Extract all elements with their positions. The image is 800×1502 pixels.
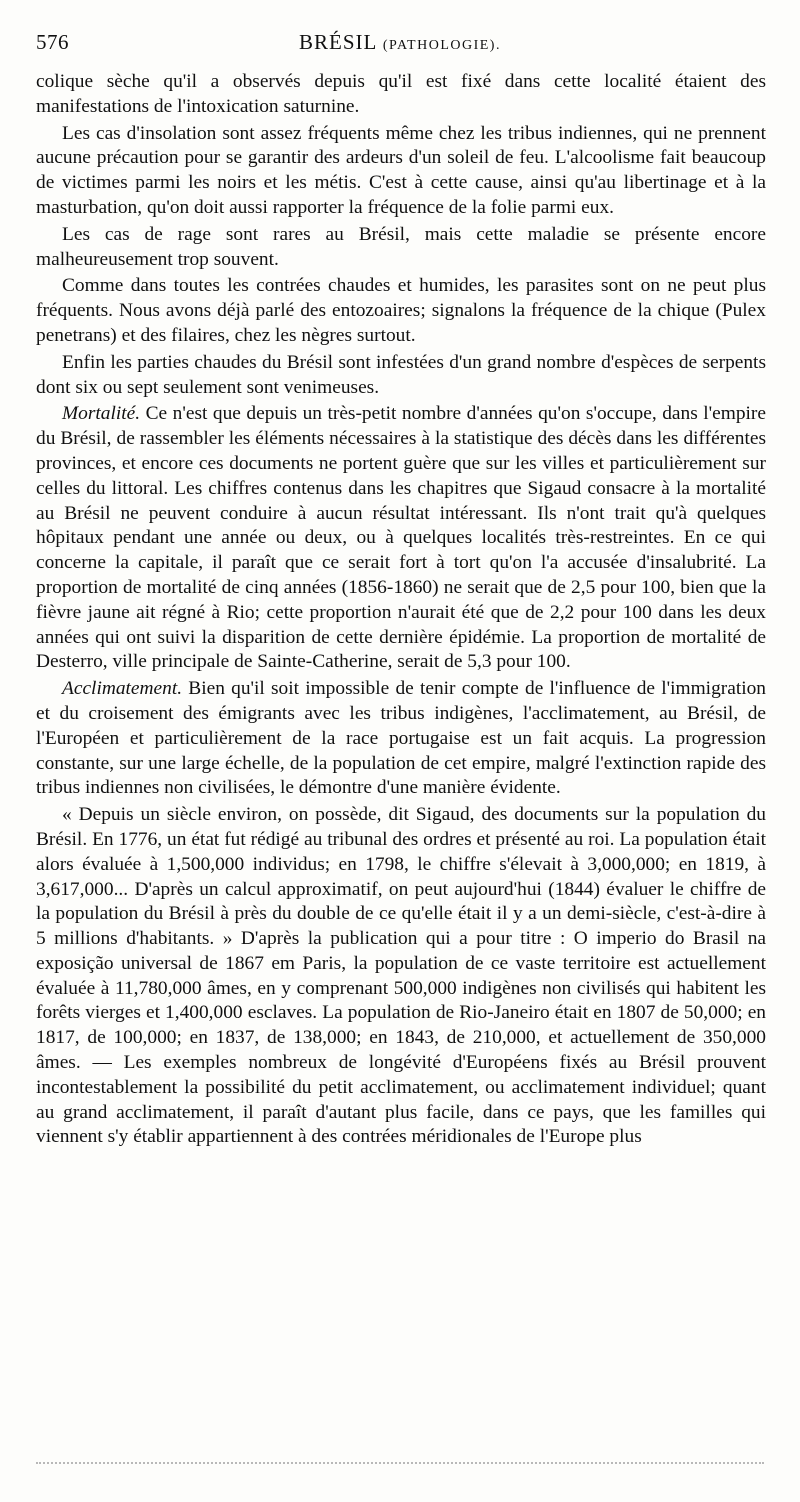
paragraph — [36, 351, 766, 401]
paragraph — [36, 122, 766, 221]
paragraph — [36, 274, 766, 348]
paragraph — [36, 402, 766, 675]
paragraph — [36, 70, 766, 120]
page-number: 576 — [36, 30, 69, 54]
paragraph — [36, 677, 766, 801]
paragraph — [36, 803, 766, 1150]
paragraph-text: « Depuis un siècle environ, on possède, dit Sigaud, des documents sur la population du Brésil. En 1776, un état fut rédigé au tribunal des ordres et présenté au roi. La population était alors évaluée à 1,500,000 individus; en 1798, le chiffre s'élevait à 3,000,000; en 1819, à 3,617,000... D'après un calcul approximatif, on peut aujourd'hui (1844) évaluer le chiffre de la population du Brésil à près du double de ce qu'elle était il y a un demi-siècle, c'est-à-dire à 5 millions d'habitants. » D'après la publication qui a pour titre : O imperio do Brasil na exposição universal de 1867 em Paris, la population de ce vaste territoire est actuellement évaluée à 11,780,000 âmes, en y comprenant 500,000 indigènes non civilisés qui habitent les forêts vierges et 1,400,000 esclaves. La population de Rio-Janeiro était en 1807 de 50,000; en 1817, de 100,000; en 1837, de 138,000; en 1843, de 210,000, et actuellement de 350,000 âmes. — Les exemples nombreux de longévité d'Européens fixés au Brésil prouvent incontestablement la possibilité du petit acclimatement, ou acclimatement individuel; quant au grand acclimatement, il paraît d'autant plus facile, dans ce pays, que les familles qui viennent s'y établir appartiennent à des contrées méridionales de l'Europe plus — [36, 804, 766, 1148]
paragraph-text: Comme dans toutes les contrées chaudes et humides, les parasites sont on ne peut plus fréquents. Nous avons déjà parlé des entozoaires; signalons la fréquence de la chique (Pulex penetrans) et des filaires, chez les nègres surtout. — [36, 275, 766, 346]
running-head-subtitle: (PATHOLOGIE). — [382, 38, 501, 53]
paragraph-text: Les cas d'insolation sont assez fréquents même chez les tribus indiennes, qui ne prennent aucune précaution pour se garantir des ardeurs d'un soleil de feu. L'alcoolisme fait beaucoup de victimes parmi les noirs et les métis. C'est à cette cause, ainsi qu'au libertinage et à la masturbation, qu'on doit aussi rapporter la fréquence de la folie parmi eux. — [36, 122, 766, 218]
page-header — [36, 30, 764, 60]
paragraph-text: Ce n'est que depuis un très-petit nombre d'années qu'on s'occupe, dans l'empire du Brésil, de rassembler les éléments nécessaires à la statistique des décès dans les différentes provinces, et encore ces documents ne portent guère que sur les villes et particulièrement sur celles du littoral. Les chiffres contenus dans les chapitres que Sigaud consacre à la mortalité au Brésil ne peuvent conduire à aucun résultat intéressant. Ils n'ont trait qu'à quelques hôpitaux pendant une année ou deux, ou à quelques localités très-restreintes. En ce qui concerne la capitale, il paraît que ce serait fort à tort qu'on l'a accusée d'insalubrité. La proportion de mortalité de cinq années (1856-1860) ne serait que de 2,5 pour 100, bien que la fièvre jaune ait régné à Rio; cette proportion n'aurait été que de 2,2 pour 100 dans les deux années qui ont suivi la disparition de cette dernière épidémie. La proportion de mortalité de Desterro, ville principale de Sainte-Catherine, serait de 5,3 pour 100. — [36, 403, 766, 673]
running-head — [36, 30, 764, 55]
paragraph-text: colique sèche qu'il a observés depuis qu'il est fixé dans cette localité étaient des manifestations de l'intoxication saturnine. — [36, 71, 766, 117]
running-head-title: BRÉSIL — [299, 30, 377, 54]
paragraph — [36, 223, 766, 273]
paragraph-text: Bien qu'il soit impossible de tenir compte de l'influence de l'immigration et du croisement des émigrants avec les tribus indigènes, l'acclimatement, au Brésil, de l'Européen et particulièrement de la race portugaise est un fait acquis. La progression constante, sur une large échelle, de la population de cet empire, malgré l'extinction rapide des tribus indiennes non civilisées, le démontre d'une manière évidente. — [36, 678, 766, 799]
paragraph-text: Les cas de rage sont rares au Brésil, mais cette maladie se présente encore malheureusement trop souvent. — [36, 223, 766, 270]
body-text — [36, 70, 766, 1150]
section-rubric: Acclimatement. — [62, 678, 183, 700]
paragraph-text: Enfin les parties chaudes du Brésil sont infestées d'un grand nombre d'espèces de serpents dont six ou sept seulement sont venimeuses. — [36, 351, 766, 398]
section-rubric: Mortalité. — [62, 403, 141, 425]
bottom-rule — [36, 1462, 764, 1464]
